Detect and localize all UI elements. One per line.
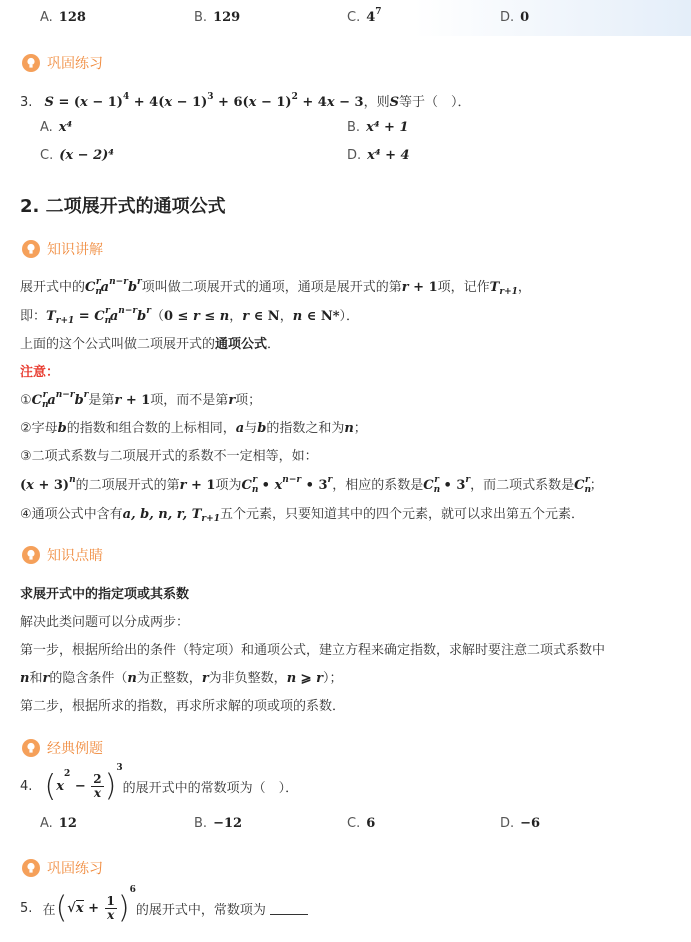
q4-fraction: $\frac{2}{x}$ bbox=[93, 772, 102, 800]
note-label: 注意： bbox=[20, 365, 60, 380]
tips-p2: 第一步，根据所给出的条件（特定项）和通项公式，建立方程来确定指数，求解时要注意二项式系数中 bbox=[20, 643, 606, 658]
tips-title: 求展开式中的指定项或其系数 bbox=[20, 587, 190, 602]
lightbulb-icon bbox=[22, 859, 40, 877]
tips-p3: n和r的隐含条件（n为正整数，r为非负整数，n ⩾ r）； bbox=[20, 671, 343, 686]
q4-option-a[interactable]: A. 12 bbox=[40, 816, 77, 831]
note-2: ②字母b的指数和组合数的上标相同，a与b的指数之和为n； bbox=[20, 421, 367, 436]
q4-option-b[interactable]: B. −12 bbox=[194, 816, 243, 831]
q2-option-d[interactable]: D. 0 bbox=[500, 10, 530, 25]
q3-stem: 3. $S = (x - 1)^4 + 4(x - 1)^3 + 6(x - 1)^2 + 4x - 3$，则S等于（ ）． bbox=[20, 92, 471, 110]
q2-option-a[interactable]: A. 128 bbox=[40, 10, 86, 25]
section-practice-2: 巩固练习 bbox=[22, 858, 103, 878]
lightbulb-icon bbox=[22, 240, 40, 258]
q2-option-c[interactable]: C. $4^7$ bbox=[347, 7, 382, 25]
lightbulb-icon bbox=[22, 739, 40, 757]
q2-option-b[interactable]: B. 129 bbox=[194, 10, 241, 25]
top-gradient-band bbox=[0, 0, 691, 36]
note-4: ④通项公式中含有a, b, n, r, $T_{r+1}$五个元素，只要知道其中的四个元素，就可以求出第五个元素． bbox=[20, 507, 584, 524]
note-3-example: $(x + 3)^n$的二项展开式的第r + 1项为$C_n^r$ • $x^{n-r}$ • 3$^r$，相应的系数是$C_n^r$ • 3$^r$，而二项式系数是$C_n^r$； bbox=[20, 475, 603, 495]
q3-option-d[interactable]: D. x⁴ + 4 bbox=[347, 148, 410, 163]
section-knowledge-explain: 知识讲解 bbox=[22, 239, 103, 259]
explain-line-1: 展开式中的$C_n^ra^{n-r}b^r$项叫做二项展开式的通项，通项是展开式的第r + 1项，记作$T_{r+1}$， bbox=[20, 277, 531, 297]
q4-stem: 4. ($x^2$ − $\frac{2}{x}$ )$^3$的展开式中的常数项为（ ）． bbox=[20, 763, 299, 804]
section-practice-1: 巩固练习 bbox=[22, 53, 103, 73]
q5-fraction: $\frac{1}{x}$ bbox=[106, 894, 115, 922]
section-heading: 2. 二项展开式的通项公式 bbox=[20, 196, 226, 217]
q3-option-a[interactable]: A. x⁴ bbox=[40, 120, 73, 135]
q3-option-b[interactable]: B. x⁴ + 1 bbox=[347, 120, 409, 135]
q4-option-d[interactable]: D. −6 bbox=[500, 816, 541, 831]
section-knowledge-tips: 知识点睛 bbox=[22, 545, 103, 565]
explain-line-3: 上面的这个公式叫做二项展开式的通项公式． bbox=[20, 337, 281, 352]
tips-p1: 解决此类问题可以分成两步： bbox=[20, 615, 190, 630]
q5-stem: 5. 在(√x + $\frac{1}{x}$ )$^6$的展开式中，常数项为 bbox=[20, 890, 308, 924]
tips-p4: 第二步，根据所求的指数，再求所求解的项或项的系数． bbox=[20, 699, 346, 714]
note-1: $①C_n^ra^{n-r}b^r$是第r + 1项，而不是第r项； bbox=[20, 390, 262, 410]
section-classic-example: 经典例题 bbox=[22, 738, 103, 758]
q4-option-c[interactable]: C. 6 bbox=[347, 816, 376, 831]
lightbulb-icon bbox=[22, 54, 40, 72]
answer-blank[interactable] bbox=[270, 902, 308, 915]
q3-option-c[interactable]: C. (x − 2)⁴ bbox=[40, 148, 114, 163]
explain-line-2: 即：$T_{r+1} = C_n^ra^{n-r}b^r(0 \le r \le n$，r ∈ N，n ∈ N*）． bbox=[20, 306, 360, 326]
note-3: ③二项式系数与二项展开式的系数不一定相等，如： bbox=[20, 449, 318, 464]
lightbulb-icon bbox=[22, 546, 40, 564]
